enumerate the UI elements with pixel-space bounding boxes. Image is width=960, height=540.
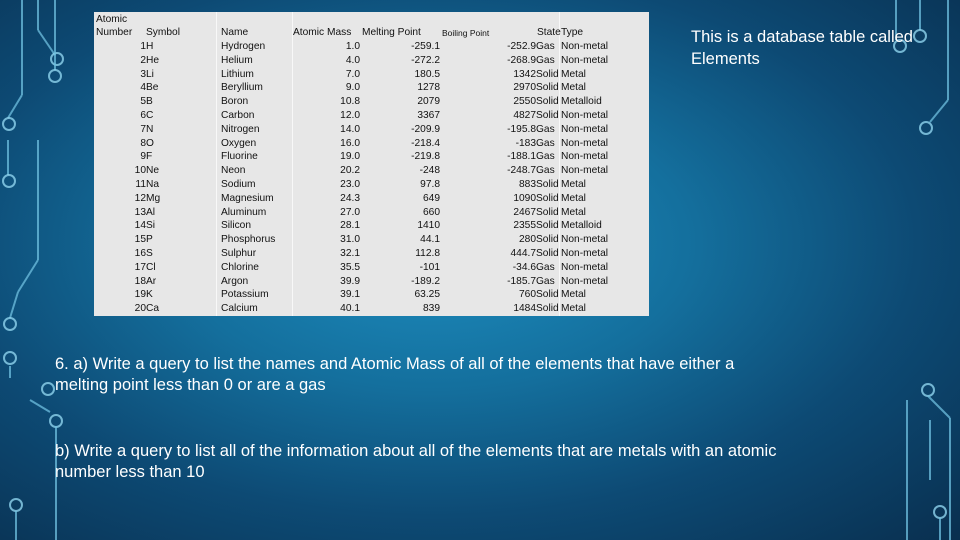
atomic-number-column [96,12,146,316]
symbol-cell: Al [146,206,156,218]
boiling-point-cell: 1484 [513,303,536,315]
name-cell: Aluminum [221,206,267,218]
atomic-mass-header: Atomic Mass [293,27,352,38]
melting-point-cell: 97.8 [420,179,440,190]
symbol-cell: F [146,151,153,163]
melting-point-cell: -218.4 [411,137,440,149]
symbol-cell: Ne [146,165,160,177]
symbol-cell: K [146,289,153,301]
symbol-cell: Cl [146,261,156,273]
name-cell: Boron [221,96,249,108]
elements-table [94,12,649,316]
symbol-cell: Na [146,179,160,190]
atomic-number-cell: 17 [134,261,146,273]
boiling-point-cell: 280 [519,234,536,246]
atomic-number-cell: 19 [134,289,146,301]
name-cell: Chlorine [221,261,259,273]
melting-point-cell: -248 [419,165,440,177]
melting-point-cell: -189.2 [411,275,440,287]
atomic-number-cell: 8 [140,137,146,149]
atomic-mass-cell: 1.0 [345,41,360,52]
symbol-cell: Li [146,68,154,80]
name-cell: Oxygen [221,137,257,149]
symbol-cell: Ar [146,275,157,287]
boiling-point-cell: 760 [519,289,536,301]
name-cell: Sodium [221,179,256,190]
name-cell: Lithium [221,68,254,80]
melting-point-cell: 2079 [417,96,440,108]
melting-point-cell: -259.1 [411,41,440,52]
state-cell: Gas [536,54,555,66]
type-cell: Non-metal [561,41,608,52]
state-cell: Gas [536,137,555,149]
name-cell: Potassium [221,289,269,301]
table-caption: This is a database table called Elements [691,28,913,68]
atomic-mass-cell: 12.0 [340,110,360,121]
state-header: State [537,27,561,38]
atomic-mass-cell: 10.8 [340,96,360,108]
question-6b: b) Write a query to list all of the information about all of the elements that are metals with an atomic number less than 10 [55,442,777,481]
atomic-mass-cell: 39.1 [340,289,360,301]
symbol-cell: H [146,41,154,52]
atomic-mass-column [293,12,360,316]
atomic-number-cell: 10 [134,165,146,177]
state-cell: Solid [536,96,559,108]
boiling-point-cell: -195.8 [507,123,536,135]
symbol-cell: Si [146,220,156,232]
type-cell: Metal [561,82,586,94]
state-cell: Solid [536,110,559,121]
state-cell: Gas [536,151,555,163]
boiling-point-cell: 4827 [513,110,536,121]
atomic-mass-cell: 32.1 [340,248,360,259]
state-cell: Solid [536,220,559,232]
type-cell: Metal [561,179,586,190]
melting-point-cell: 63.25 [414,289,440,301]
boiling-point-cell: 2970 [513,82,536,94]
name-cell: Hydrogen [221,41,266,52]
melting-point-cell: 649 [423,192,440,204]
symbol-cell: C [146,110,154,121]
atomic-mass-cell: 9.0 [345,82,360,94]
atomic-number-header-line2: Number [96,27,133,38]
type-cell: Non-metal [561,275,608,287]
atomic-mass-cell: 4.0 [345,54,360,66]
melting-point-cell: 180.5 [414,68,440,80]
type-cell: Non-metal [561,151,608,163]
melting-point-cell: 1278 [417,82,440,94]
atomic-number-cell: 1 [140,41,146,52]
symbol-column [146,12,216,316]
atomic-mass-cell: 27.0 [340,206,360,218]
atomic-mass-cell: 24.3 [340,192,360,204]
atomic-number-cell: 4 [140,82,146,94]
symbol-cell: Ca [146,303,160,315]
type-column [561,12,645,316]
symbol-cell: O [146,137,154,149]
symbol-header: Symbol [146,27,180,38]
type-cell: Non-metal [561,123,608,135]
state-cell: Gas [536,123,555,135]
symbol-cell: He [146,54,160,66]
symbol-cell: N [146,123,154,135]
boiling-point-cell: 444.7 [510,248,536,259]
boiling-point-cell: 2355 [513,220,536,232]
boiling-point-cell: 1342 [513,68,536,80]
atomic-number-cell: 11 [135,179,146,190]
name-cell: Phosphorus [221,234,276,246]
type-cell: Non-metal [561,234,608,246]
state-cell: Gas [536,275,555,287]
type-cell: Non-metal [561,137,608,149]
type-cell: Metalloid [561,96,602,108]
name-cell: Fluorine [221,151,258,163]
atomic-mass-cell: 28.1 [340,220,360,232]
atomic-number-cell: 6 [140,110,146,121]
atomic-number-cell: 13 [134,206,146,218]
name-cell: Nitrogen [221,123,260,135]
type-header: Type [561,27,584,38]
type-cell: Metal [561,68,586,80]
atomic-number-cell: 3 [140,68,146,80]
atomic-mass-cell: 19.0 [340,151,360,163]
boiling-point-cell: 2467 [513,206,536,218]
atomic-mass-cell: 39.9 [340,275,360,287]
boiling-point-column [442,12,536,316]
state-cell: Gas [536,261,555,273]
atomic-mass-cell: 16.0 [340,137,360,149]
atomic-mass-cell: 31.0 [340,234,360,246]
name-cell: Sulphur [221,248,257,259]
type-cell: Non-metal [561,261,608,273]
type-cell: Metal [561,303,586,315]
atomic-number-cell: 14 [134,220,146,232]
state-cell: Gas [536,41,555,52]
boiling-point-cell: 883 [519,179,536,190]
question-6a: 6. a) Write a query to list the names and Atomic Mass of all of the elements that have either a melting point less than 0 or are a gas [55,355,735,394]
boiling-point-cell: -252.9 [507,41,536,52]
column-divider [216,12,217,316]
state-cell: Solid [536,248,559,259]
type-cell: Metal [561,192,586,204]
symbol-cell: Be [146,82,159,94]
atomic-number-cell: 15 [134,234,146,246]
state-cell: Solid [536,192,559,204]
boiling-point-cell: -188.1 [507,151,536,163]
melting-point-cell: -219.8 [411,151,440,163]
melting-point-cell: 3367 [417,110,440,121]
melting-point-column [362,12,440,316]
name-cell: Magnesium [221,192,274,204]
boiling-point-header: Boiling Point [442,28,490,38]
name-column [221,12,291,316]
boiling-point-cell: -183 [515,137,536,149]
atomic-number-header-line1: Atomic [96,14,128,25]
melting-point-cell: -101 [419,261,440,273]
boiling-point-cell: -248.7 [507,165,536,177]
atomic-mass-cell: 23.0 [340,179,360,190]
type-cell: Metal [561,206,586,218]
name-cell: Argon [221,275,249,287]
atomic-number-cell: 9 [140,151,146,163]
state-cell: Gas [536,165,555,177]
state-cell: Solid [536,179,559,190]
atomic-number-cell: 20 [134,303,146,315]
type-cell: Metalloid [561,220,602,232]
state-cell: Solid [536,289,559,301]
symbol-cell: Mg [146,192,161,204]
atomic-mass-cell: 35.5 [340,261,360,273]
name-cell: Neon [221,165,246,177]
atomic-mass-cell: 40.1 [340,303,360,315]
state-cell: Solid [536,68,559,80]
atomic-number-cell: 5 [140,96,146,108]
type-cell: Non-metal [561,165,608,177]
state-cell: Solid [536,234,559,246]
melting-point-cell: -209.9 [411,123,440,135]
melting-point-cell: 1410 [417,220,440,232]
melting-point-cell: 44.1 [420,234,440,246]
atomic-number-cell: 7 [140,123,146,135]
name-cell: Calcium [221,303,258,315]
boiling-point-cell: 2550 [513,96,536,108]
melting-point-cell: 839 [423,303,440,315]
melting-point-cell: 660 [423,206,440,218]
atomic-number-cell: 16 [134,248,146,259]
symbol-cell: B [146,96,153,108]
name-cell: Beryllium [221,82,263,94]
boiling-point-cell: -34.6 [512,261,536,273]
melting-point-cell: -272.2 [411,54,440,66]
atomic-mass-cell: 14.0 [340,123,360,135]
name-cell: Helium [221,54,253,66]
atomic-number-cell: 2 [140,54,146,66]
name-header: Name [221,27,249,38]
atomic-number-cell: 12 [134,192,146,204]
state-cell: Solid [536,303,559,315]
atomic-mass-cell: 20.2 [340,165,360,177]
melting-point-cell: 112.8 [415,248,440,259]
boiling-point-cell: 1090 [513,192,536,204]
type-cell: Non-metal [561,54,608,66]
type-cell: Non-metal [561,110,608,121]
melting-point-header: Melting Point [362,27,421,38]
name-cell: Carbon [221,110,255,121]
atomic-mass-cell: 7.0 [345,68,360,80]
symbol-cell: S [146,248,153,259]
boiling-point-cell: -268.9 [507,54,536,66]
name-cell: Silicon [221,220,252,232]
atomic-number-cell: 18 [134,275,146,287]
state-cell: Solid [536,82,559,94]
state-cell: Solid [536,206,559,218]
type-cell: Metal [561,289,586,301]
symbol-cell: P [146,234,153,246]
boiling-point-cell: -185.7 [507,275,536,287]
type-cell: Non-metal [561,248,608,259]
